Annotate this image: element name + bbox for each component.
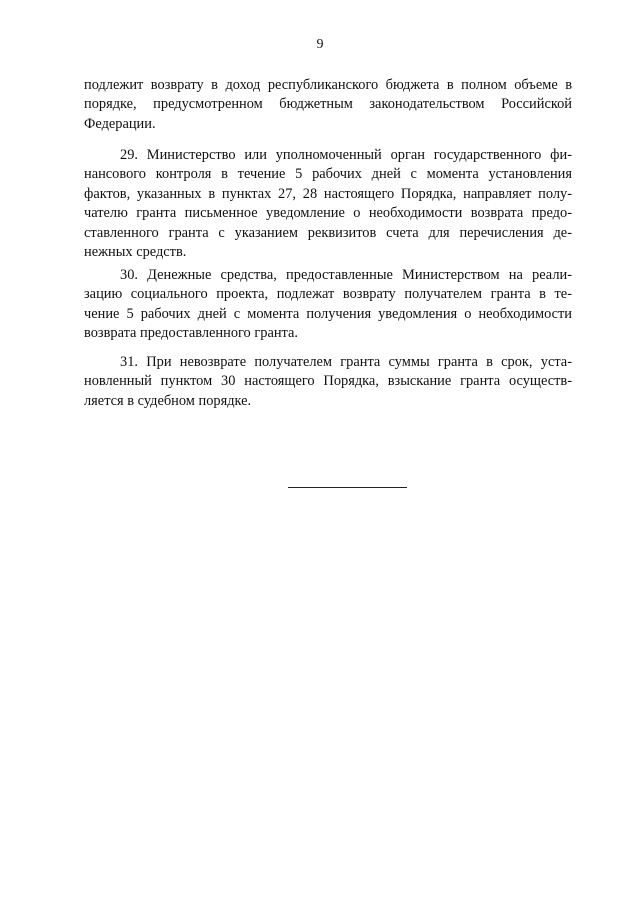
text-line: чение 5 рабочих дней с момента получения уведомления о необходимости xyxy=(84,305,572,322)
paragraph-29 xyxy=(84,146,572,262)
text-line: нежных средств. xyxy=(84,243,187,260)
text-line: Федерации. xyxy=(84,115,156,132)
text-line: 29. Министерство или уполномоченный орган государственного фи- xyxy=(120,147,572,163)
text-line: чателю гранта письменное уведомление о необходимости возврата предо- xyxy=(84,205,572,222)
text-line: подлежит возврату в доход республиканского бюджета в полном объеме в xyxy=(84,77,572,93)
text-line: возврата предоставленного гранта. xyxy=(84,325,298,342)
text-line: новленный пунктом 30 настоящего Порядка, взыскание гранта осуществ- xyxy=(84,373,572,390)
end-of-document-divider xyxy=(288,487,407,488)
paragraph-31 xyxy=(84,353,572,411)
text-line: порядке, предусмотренном бюджетным законодательством Российской xyxy=(84,96,572,113)
paragraph-30 xyxy=(84,266,572,344)
text-line: ляется в судебном порядке. xyxy=(84,392,252,409)
text-line: 31. При невозврате получателем гранта суммы гранта в срок, уста- xyxy=(120,354,572,370)
text-line: нансового контроля в течение 5 рабочих дней с момента установления xyxy=(84,166,572,183)
paragraph-continuation xyxy=(84,76,572,134)
text-line: зацию социального проекта, подлежат возврату получателем гранта в те- xyxy=(84,286,572,303)
text-line: фактов, указанных в пунктах 27, 28 настоящего Порядка, направляет полу- xyxy=(84,185,572,202)
text-line: ставленного гранта с указанием реквизитов счета для перечисления де- xyxy=(84,224,572,241)
page-number: 9 xyxy=(316,37,324,52)
text-line: 30. Денежные средства, предоставленные Министерством на реали- xyxy=(120,267,572,283)
